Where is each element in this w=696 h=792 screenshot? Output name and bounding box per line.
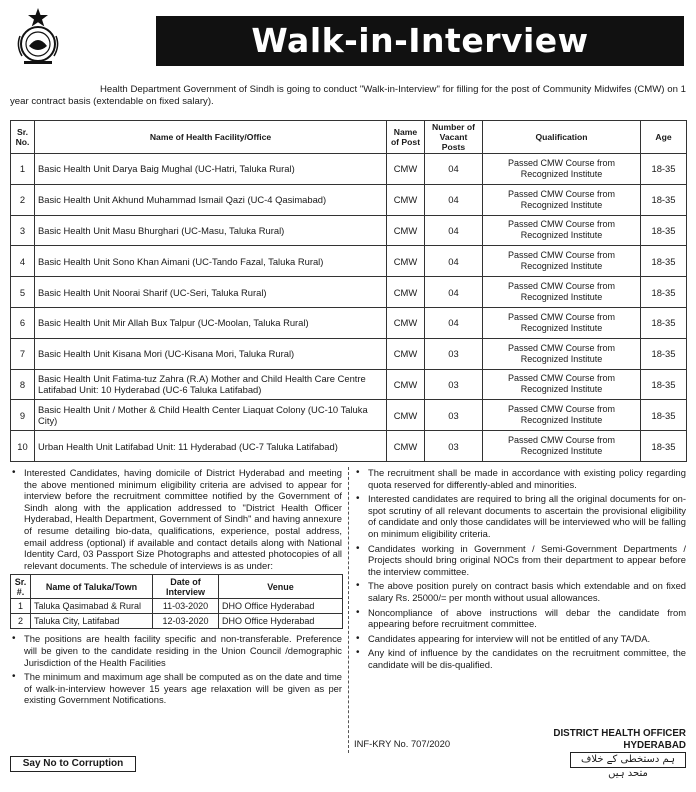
row-qualification: Passed CMW Course from Recognized Institute	[483, 400, 641, 431]
schedule-header-sr: Sr. #.	[11, 575, 31, 599]
eligibility-paragraph: Interested Candidates, having domicile of District Hyderabad and meeting the above mentioned minimum eligibility criteria are advised to appear for interview before the recruitment committee notified by the Government of Sindh along with the application addressed to "District Health Officer Hyderabad, Health Department, Government of Sindh" and having annexure of resume detailing bio-data, qualifications, experience, postal address, email address (optional) if available and contact details along with National Identity Card, 03 Passport Size Photographs and attested photocopies of all relevant documents. The schedule of interviews is as under:	[24, 467, 342, 571]
row-facility: Basic Health Unit Kisana Mori (UC-Kisana Mori, Taluka Rural)	[35, 338, 387, 369]
bullet-icon: •	[12, 671, 16, 683]
row-post: CMW	[387, 215, 425, 246]
list-item	[354, 647, 686, 670]
schedule-header-venue: Venue	[219, 575, 343, 599]
table-row	[11, 599, 343, 614]
list-item	[10, 467, 342, 571]
table-row	[11, 246, 687, 277]
bullet-text: Any kind of influence by the candidates on the recruitment committee, the candidate will be dis-qualified.	[368, 647, 686, 670]
table-row	[11, 277, 687, 308]
header-age: Age	[641, 121, 687, 154]
signatory-city: HYDERABAD	[623, 740, 686, 751]
table-row	[11, 400, 687, 431]
left-column	[10, 467, 342, 709]
bullet-icon: •	[356, 580, 360, 592]
list-item	[354, 633, 686, 645]
bullet-text: The above position purely on contract basis which extendable and on fixed salary Rs. 25000/= per month without usual allowances.	[368, 580, 686, 603]
header-qualification: Qualification	[483, 121, 641, 154]
row-post: CMW	[387, 338, 425, 369]
inf-reference: INF-KRY No. 707/2020	[354, 738, 451, 749]
row-sr: 2	[11, 184, 35, 215]
bullet-text: Interested candidates are required to bring all the original documents for on-spot scrutiny of all relevant documents to ascertain the provisional eligibility of candidate and only those candidates will be interviewed who will be falling on minimum eligibility criteria.	[368, 493, 686, 539]
row-post: CMW	[387, 154, 425, 185]
schedule-sr: 1	[11, 599, 31, 614]
age-paragraph: The minimum and maximum age shall be computed as on the date and time of walk-in-interview however 15 years age relaxation will be given as per existing Government Notifications.	[24, 671, 342, 706]
row-qualification: Passed CMW Course from Recognized Institute	[483, 277, 641, 308]
row-age: 18-35	[641, 369, 687, 400]
row-qualification: Passed CMW Course from Recognized Institute	[483, 307, 641, 338]
row-sr: 9	[11, 400, 35, 431]
signatory-title: DISTRICT HEALTH OFFICER	[553, 728, 686, 739]
intro-paragraph: Health Department Government of Sindh is going to conduct "Walk-in-Interview" for filling for the post of Community Midwifes (CMW) on 1 year contract basis (extendable on fixed salary).	[10, 84, 686, 107]
table-row	[11, 369, 687, 400]
row-sr: 4	[11, 246, 35, 277]
row-post: CMW	[387, 400, 425, 431]
row-facility: Basic Health Unit Noorai Sharif (UC-Seri, Taluka Rural)	[35, 277, 387, 308]
row-facility: Basic Health Unit Darya Baig Mughal (UC-Hatri, Taluka Rural)	[35, 154, 387, 185]
list-item	[10, 633, 342, 668]
row-qualification: Passed CMW Course from Recognized Institute	[483, 215, 641, 246]
schedule-header-date: Date of Interview	[153, 575, 219, 599]
row-post: CMW	[387, 246, 425, 277]
row-vacant: 04	[425, 246, 483, 277]
bullet-icon: •	[356, 542, 360, 554]
table-row	[11, 338, 687, 369]
right-column	[354, 467, 686, 674]
row-sr: 8	[11, 369, 35, 400]
row-age: 18-35	[641, 431, 687, 462]
list-item	[354, 580, 686, 603]
schedule-taluka: Taluka City, Latifabad	[31, 614, 153, 629]
header-post: Name of Post	[387, 121, 425, 154]
table-row	[11, 215, 687, 246]
row-sr: 3	[11, 215, 35, 246]
row-qualification: Passed CMW Course from Recognized Institute	[483, 246, 641, 277]
positions-paragraph: The positions are health facility specific and non-transferable. Preference will be given to the candidate residing in the Union Council /demographic Jurisdiction of the Health Facilities	[24, 633, 342, 668]
table-row	[11, 614, 343, 629]
row-qualification: Passed CMW Course from Recognized Institute	[483, 154, 641, 185]
schedule-date: 12-03-2020	[153, 614, 219, 629]
bullet-icon: •	[12, 633, 16, 645]
row-sr: 6	[11, 307, 35, 338]
bullet-icon: •	[356, 647, 360, 659]
row-vacant: 03	[425, 400, 483, 431]
table-row	[11, 154, 687, 185]
header-vacant-posts: Number of Vacant Posts	[425, 121, 483, 154]
bullet-icon: •	[356, 467, 360, 478]
table-header-row	[11, 121, 687, 154]
row-post: CMW	[387, 431, 425, 462]
row-vacant: 04	[425, 277, 483, 308]
list-item	[354, 493, 686, 539]
table-row	[11, 431, 687, 462]
bullet-text: Noncompliance of above instructions will debar the candidate from appearing before recruitment committee.	[368, 606, 686, 630]
row-age: 18-35	[641, 215, 687, 246]
row-vacant: 04	[425, 307, 483, 338]
row-facility: Basic Health Unit Sono Khan Aimani (UC-Tando Fazal, Taluka Rural)	[35, 246, 387, 277]
list-item	[354, 607, 686, 630]
bullet-text: Candidates appearing for interview will not be entitled of any TA/DA.	[368, 632, 651, 644]
interview-schedule-table	[10, 574, 343, 629]
row-post: CMW	[387, 307, 425, 338]
signatory-block	[500, 728, 686, 752]
row-vacant: 04	[425, 215, 483, 246]
row-vacant: 03	[425, 431, 483, 462]
list-item	[354, 467, 686, 490]
anti-corruption-slogan: Say No to Corruption	[10, 756, 136, 772]
header-sr-no: Sr. No.	[11, 121, 35, 154]
schedule-venue: DHO Office Hyderabad	[219, 599, 343, 614]
row-qualification: Passed CMW Course from Recognized Institute	[483, 338, 641, 369]
table-row	[11, 184, 687, 215]
row-vacant: 04	[425, 184, 483, 215]
list-item	[10, 671, 342, 706]
bullet-text: The recruitment shall be made in accordance with existing policy regarding quota reserved for differently-abled and minorities.	[368, 467, 686, 490]
row-age: 18-35	[641, 307, 687, 338]
urdu-slogan: ہم دستخطی کے خلاف متحد ہیں	[570, 752, 686, 768]
page-title: Walk-in-Interview	[156, 16, 684, 66]
schedule-venue: DHO Office Hyderabad	[219, 614, 343, 629]
row-age: 18-35	[641, 184, 687, 215]
row-facility: Basic Health Unit Akhund Muhammad Ismail Qazi (UC-4 Qasimabad)	[35, 184, 387, 215]
row-age: 18-35	[641, 400, 687, 431]
row-facility: Basic Health Unit Mir Allah Bux Talpur (UC-Moolan, Taluka Rural)	[35, 307, 387, 338]
bullet-icon: •	[356, 606, 360, 618]
vacancy-table	[10, 120, 687, 462]
schedule-date: 11-03-2020	[153, 599, 219, 614]
row-age: 18-35	[641, 154, 687, 185]
row-facility: Basic Health Unit Masu Bhurghari (UC-Masu, Taluka Rural)	[35, 215, 387, 246]
schedule-taluka: Taluka Qasimabad & Rural	[31, 599, 153, 614]
row-sr: 1	[11, 154, 35, 185]
row-facility: Basic Health Unit Fatima-tuz Zahra (R.A) Mother and Child Health Care Centre Latifabad Unit: 10 Hyderabad (UC-6 Taluka Latifabad)	[35, 369, 387, 400]
row-qualification: Passed CMW Course from Recognized Institute	[483, 431, 641, 462]
row-post: CMW	[387, 184, 425, 215]
column-divider	[348, 467, 349, 753]
row-age: 18-35	[641, 338, 687, 369]
row-age: 18-35	[641, 277, 687, 308]
row-facility: Urban Health Unit Latifabad Unit: 11 Hyderabad (UC-7 Taluka Latifabad)	[35, 431, 387, 462]
row-vacant: 04	[425, 154, 483, 185]
schedule-header-taluka: Name of Taluka/Town	[31, 575, 153, 599]
bullet-icon: •	[356, 632, 360, 644]
row-vacant: 03	[425, 338, 483, 369]
bullet-icon: •	[356, 493, 360, 505]
header-facility: Name of Health Facility/Office	[35, 121, 387, 154]
row-vacant: 03	[425, 369, 483, 400]
schedule-header-row	[11, 575, 343, 599]
table-row	[11, 307, 687, 338]
row-sr: 7	[11, 338, 35, 369]
schedule-sr: 2	[11, 614, 31, 629]
row-qualification: Passed CMW Course from Recognized Institute	[483, 369, 641, 400]
row-facility: Basic Health Unit / Mother & Child Health Center Liaquat Colony (UC-10 Taluka City)	[35, 400, 387, 431]
sindh-government-emblem-icon	[10, 6, 66, 66]
row-sr: 5	[11, 277, 35, 308]
row-post: CMW	[387, 277, 425, 308]
row-age: 18-35	[641, 246, 687, 277]
bullet-icon: •	[12, 467, 16, 478]
row-qualification: Passed CMW Course from Recognized Institute	[483, 184, 641, 215]
row-sr: 10	[11, 431, 35, 462]
row-post: CMW	[387, 369, 425, 400]
bullet-text: Candidates working in Government / Semi-Government Departments / Projects should bring original NOCs from their department to appear before the interview committee.	[368, 542, 686, 577]
list-item	[354, 543, 686, 578]
